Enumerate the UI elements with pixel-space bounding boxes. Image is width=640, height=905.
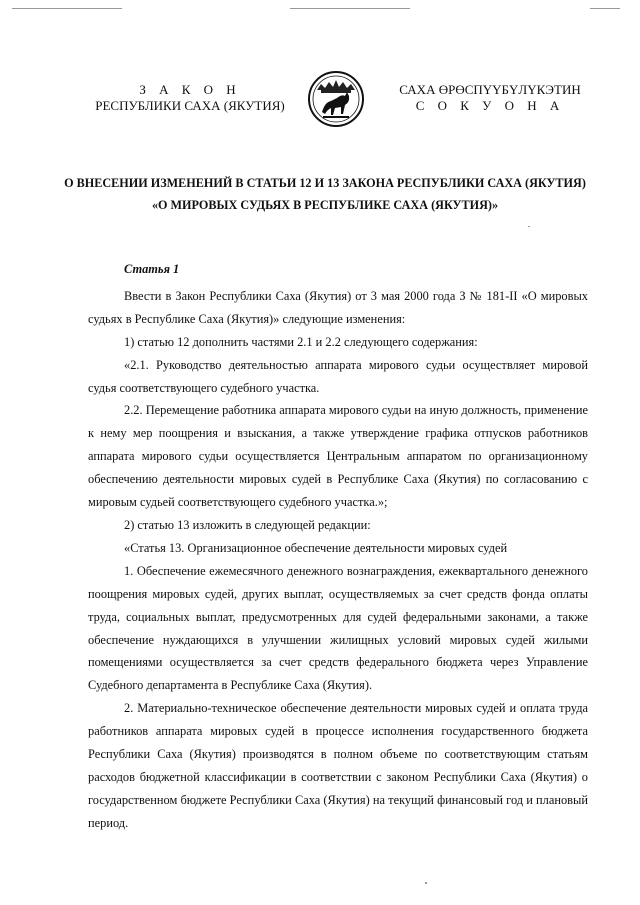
coat-of-arms-emblem bbox=[307, 68, 365, 130]
header-right-line2: С О К У О Н А bbox=[415, 98, 565, 113]
paragraph: 2) статью 13 изложить в следующей редакции: bbox=[124, 517, 371, 532]
paragraph: Ввести в Закон Республики Саха (Якутия) от 3 мая 2000 года З № 181-II «О мировых судьях в Республике Саха (Якутия)» следующие изменения: bbox=[88, 288, 588, 326]
scan-artifact bbox=[425, 882, 427, 884]
scan-artifact bbox=[528, 226, 530, 227]
article-heading: Статья 1 bbox=[124, 262, 180, 276]
header-right-line1: САХА ӨРӨСПҮҮБҮЛҮКЭТИН bbox=[399, 82, 581, 97]
law-title bbox=[60, 172, 590, 216]
paragraph: 1) статью 12 дополнить частями 2.1 и 2.2 следующего содержания: bbox=[124, 334, 478, 349]
scan-artifact bbox=[12, 8, 122, 9]
header-left bbox=[70, 82, 310, 114]
law-title-line1: О ВНЕСЕНИИ ИЗМЕНЕНИЙ В СТАТЬИ 12 И 13 ЗАКОНА РЕСПУБЛИКИ САХА (ЯКУТИЯ) bbox=[64, 176, 586, 190]
document-header bbox=[0, 68, 640, 138]
paragraph: «2.1. Руководство деятельностью аппарата мирового судьи осуществляет мировой судья соответствующего судебного участка. bbox=[88, 357, 588, 395]
header-right bbox=[370, 82, 610, 114]
law-title-line2: «О МИРОВЫХ СУДЬЯХ В РЕСПУБЛИКЕ САХА (ЯКУТИЯ)» bbox=[151, 198, 499, 212]
paragraph: 2. Материально-техническое обеспечение деятельности мировых судей и оплата труда работников аппарата мировых судей в процессе исполнения государственного бюджета Республики Саха (Якутия) производятся в полном объеме по соответствующим статьям расходов бюджетной классификации в соответствии с законом Республики Саха (Якутия) о государственном бюджете Республики Саха (Якутия) на текущий финансовый год и плановый период. bbox=[88, 701, 588, 830]
paragraph: 2.2. Перемещение работника аппарата мирового судьи на иную должность, применение к нему мер поощрения и взыскания, а также утверждение графика отпусков работников аппарата мирового судьи осуществляется Центральным аппаратом по организационному обеспечению деятельности мировых судей в Республике Саха (Якутия) по согласованию с мировым судьей соответствующего судебного участка.»; bbox=[88, 403, 588, 510]
paragraph: 1. Обеспечение ежемесячного денежного вознаграждения, ежеквартального денежного поощрения мировых судей, других выплат, осуществляемых за счет средств фонда оплаты труда, социальных выплат, предусмотренных для судей федеральными законами, а также обеспечение нуждающихся в улучшении жилищных условий мировых судей жилыми помещениями осуществляется за счет средств федерального бюджета через Управление Судебного департамента в Республике Саха (Якутия). bbox=[88, 563, 588, 693]
header-left-line2: РЕСПУБЛИКИ САХА (ЯКУТИЯ) bbox=[95, 98, 285, 113]
scan-artifact bbox=[290, 8, 410, 9]
paragraph: «Статья 13. Организационное обеспечение деятельности мировых судей bbox=[124, 540, 508, 555]
scan-artifact bbox=[590, 8, 620, 9]
header-left-line1: З А К О Н bbox=[139, 82, 241, 97]
document-body bbox=[88, 258, 588, 835]
